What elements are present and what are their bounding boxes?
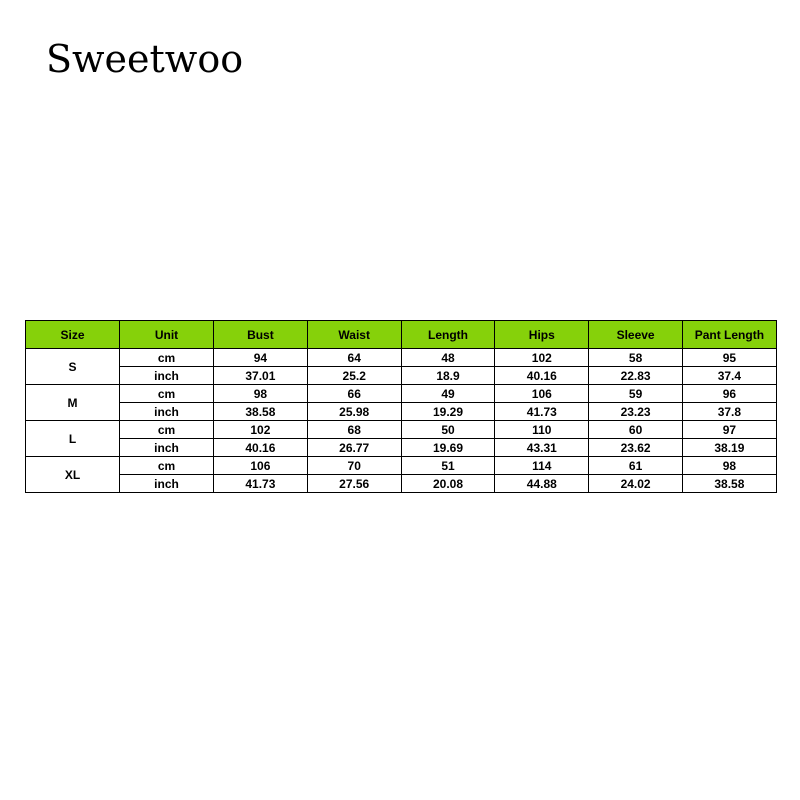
bust-cell: 40.16: [214, 439, 308, 457]
header-cell-sleeve: Sleeve: [589, 321, 683, 349]
bust-cell: 94: [214, 349, 308, 367]
waist-cell: 27.56: [307, 475, 401, 493]
length-cell: 51: [401, 457, 495, 475]
hips-cell: 44.88: [495, 475, 589, 493]
length-cell: 48: [401, 349, 495, 367]
table-row: [26, 421, 777, 439]
unit-cell: inch: [120, 475, 214, 493]
unit-cell: cm: [120, 385, 214, 403]
pant-length-cell: 38.58: [682, 475, 776, 493]
bust-cell: 102: [214, 421, 308, 439]
table-row: [26, 475, 777, 493]
bust-cell: 98: [214, 385, 308, 403]
bust-cell: 41.73: [214, 475, 308, 493]
pant-length-cell: 97: [682, 421, 776, 439]
header-cell-length: Length: [401, 321, 495, 349]
brand-logo-text: Sweetwoo: [46, 37, 244, 81]
hips-cell: 106: [495, 385, 589, 403]
length-cell: 20.08: [401, 475, 495, 493]
sleeve-cell: 60: [589, 421, 683, 439]
pant-length-cell: 95: [682, 349, 776, 367]
length-cell: 50: [401, 421, 495, 439]
waist-cell: 66: [307, 385, 401, 403]
waist-cell: 26.77: [307, 439, 401, 457]
bust-cell: 106: [214, 457, 308, 475]
hips-cell: 102: [495, 349, 589, 367]
header-row: [26, 321, 777, 349]
sleeve-cell: 23.62: [589, 439, 683, 457]
hips-cell: 41.73: [495, 403, 589, 421]
size-label-cell: M: [26, 385, 120, 421]
table-row: [26, 367, 777, 385]
header-cell-bust: Bust: [214, 321, 308, 349]
size-chart-header: [26, 321, 777, 349]
table-row: [26, 349, 777, 367]
table-row: [26, 403, 777, 421]
unit-cell: inch: [120, 403, 214, 421]
header-cell-pant-length: Pant Length: [682, 321, 776, 349]
length-cell: 19.69: [401, 439, 495, 457]
length-cell: 19.29: [401, 403, 495, 421]
bust-cell: 37.01: [214, 367, 308, 385]
hips-cell: 43.31: [495, 439, 589, 457]
sleeve-cell: 24.02: [589, 475, 683, 493]
waist-cell: 25.98: [307, 403, 401, 421]
waist-cell: 68: [307, 421, 401, 439]
size-label-cell: L: [26, 421, 120, 457]
header-cell-unit: Unit: [120, 321, 214, 349]
header-cell-size: Size: [26, 321, 120, 349]
unit-cell: cm: [120, 421, 214, 439]
pant-length-cell: 38.19: [682, 439, 776, 457]
size-label-cell: S: [26, 349, 120, 385]
table-row: [26, 439, 777, 457]
sleeve-cell: 23.23: [589, 403, 683, 421]
hips-cell: 110: [495, 421, 589, 439]
pant-length-cell: 37.4: [682, 367, 776, 385]
unit-cell: cm: [120, 349, 214, 367]
pant-length-cell: 37.8: [682, 403, 776, 421]
table-row: [26, 457, 777, 475]
table-row: [26, 385, 777, 403]
waist-cell: 25.2: [307, 367, 401, 385]
bust-cell: 38.58: [214, 403, 308, 421]
hips-cell: 40.16: [495, 367, 589, 385]
waist-cell: 70: [307, 457, 401, 475]
unit-cell: cm: [120, 457, 214, 475]
unit-cell: inch: [120, 439, 214, 457]
size-chart-body: [26, 349, 777, 493]
size-chart-table: [25, 320, 777, 493]
hips-cell: 114: [495, 457, 589, 475]
sleeve-cell: 61: [589, 457, 683, 475]
length-cell: 49: [401, 385, 495, 403]
sleeve-cell: 22.83: [589, 367, 683, 385]
size-label-cell: XL: [26, 457, 120, 493]
sleeve-cell: 59: [589, 385, 683, 403]
pant-length-cell: 98: [682, 457, 776, 475]
header-cell-hips: Hips: [495, 321, 589, 349]
waist-cell: 64: [307, 349, 401, 367]
pant-length-cell: 96: [682, 385, 776, 403]
length-cell: 18.9: [401, 367, 495, 385]
unit-cell: inch: [120, 367, 214, 385]
sleeve-cell: 58: [589, 349, 683, 367]
header-cell-waist: Waist: [307, 321, 401, 349]
